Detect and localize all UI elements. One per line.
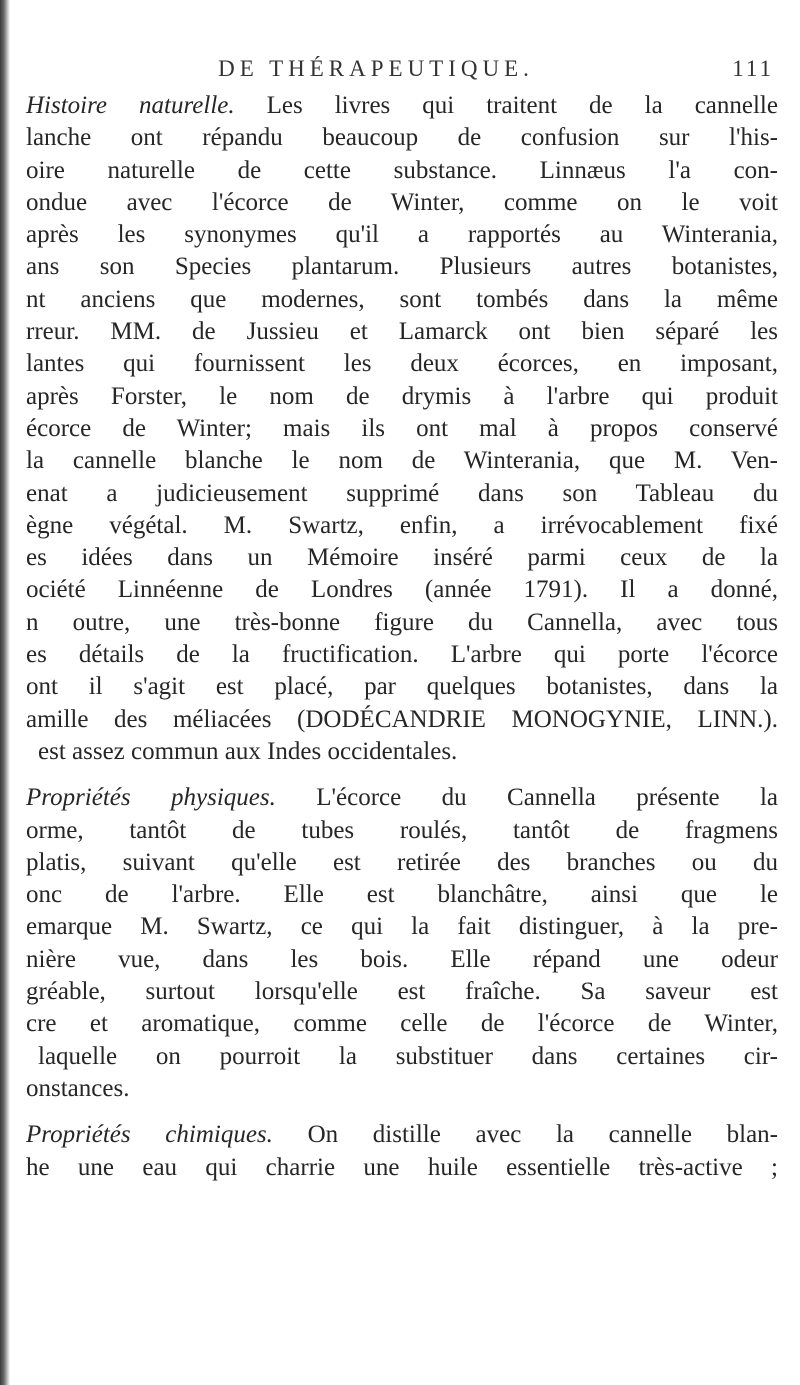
text-line: lanche ont répandu beaucoup de confusion sur l'his-	[26, 124, 778, 152]
paragraph-lead: Propriétés chimiques.	[26, 1121, 273, 1149]
text-line: orme, tantôt de tubes roulés, tantôt de fragmens	[26, 816, 778, 844]
text-line: amille des méliacées (DODÉCANDRIE MONOGYNIE, LINN.).	[26, 705, 778, 733]
book-page	[26, 0, 778, 1385]
paragraph-proprietes-chimiques	[26, 1119, 778, 1184]
text-line: ont il s'agit est placé, par quelques botanistes, dans la	[26, 673, 778, 701]
text-line: Propriétés physiques. L'écorce du Cannella présente la	[26, 784, 778, 812]
text-line: après Forster, le nom de drymis à l'arbre qui produit	[26, 382, 778, 410]
text-line: gréable, surtout lorsqu'elle est fraîche. Sa saveur est	[26, 978, 778, 1006]
text-line: oire naturelle de cette substance. Linnæus l'a con-	[26, 156, 778, 184]
text-line: ègne végétal. M. Swartz, enfin, a irrévocablement fixé	[26, 511, 778, 539]
text-line: Propriétés chimiques. On distille avec la cannelle blan-	[26, 1121, 778, 1149]
binding-gutter	[0, 0, 10, 1385]
text-line: Histoire naturelle. Les livres qui traitent de la cannelle	[26, 92, 778, 119]
text-line: ociété Linnéenne de Londres (année 1791). Il a donné,	[26, 576, 778, 604]
text-line: he une eau qui charrie une huile essentielle très-active ;	[26, 1153, 778, 1181]
text-line: nt anciens que modernes, sont tombés dans la même	[26, 285, 778, 313]
text-line: ondue avec l'écorce de Winter, comme on le voit	[26, 188, 778, 216]
paragraph-lead: Propriétés physiques.	[26, 784, 276, 812]
text-line: enat a judicieusement supprimé dans son Tableau du	[26, 479, 778, 507]
text-line: emarque M. Swartz, ce qui la fait distinguer, à la pre-	[26, 913, 778, 941]
running-head-title: DE THÉRAPEUTIQUE.	[218, 56, 534, 81]
paragraph-lead: Histoire naturelle.	[26, 92, 235, 119]
body-text	[26, 90, 778, 1184]
paragraph-proprietes-physiques	[26, 782, 778, 1105]
paragraph-histoire-naturelle	[26, 90, 778, 768]
text-line: est assez commun aux Indes occidentales.	[38, 737, 458, 765]
text-line: nière vue, dans les bois. Elle répand une odeur	[26, 945, 778, 973]
text-line: onc de l'arbre. Elle est blanchâtre, ainsi que le	[26, 881, 778, 909]
running-head	[26, 56, 778, 86]
text-line: es détails de la fructification. L'arbre qui porte l'écorce	[26, 641, 778, 669]
text-line: onstances.	[26, 1074, 130, 1102]
text-line: lantes qui fournissent les deux écorces, en imposant,	[26, 350, 778, 378]
page-number: 111	[732, 56, 774, 81]
text-line: laquelle on pourroit la substituer dans certaines cir-	[38, 1042, 778, 1070]
text-line: ans son Species plantarum. Plusieurs autres botanistes,	[26, 253, 778, 281]
text-line: rreur. MM. de Jussieu et Lamarck ont bien séparé les	[26, 318, 778, 346]
text-line: la cannelle blanche le nom de Winterania, que M. Ven-	[26, 447, 778, 475]
text-line: n outre, une très-bonne figure du Cannella, avec tous	[26, 608, 778, 636]
text-line: après les synonymes qu'il a rapportés au Winterania,	[26, 221, 778, 249]
text-line: écorce de Winter; mais ils ont mal à propos conservé	[26, 414, 778, 442]
text-line: platis, suivant qu'elle est retirée des branches ou du	[26, 848, 778, 876]
text-line: cre et aromatique, comme celle de l'écorce de Winter,	[26, 1010, 778, 1038]
text-line: es idées dans un Mémoire inséré parmi ceux de la	[26, 544, 778, 572]
